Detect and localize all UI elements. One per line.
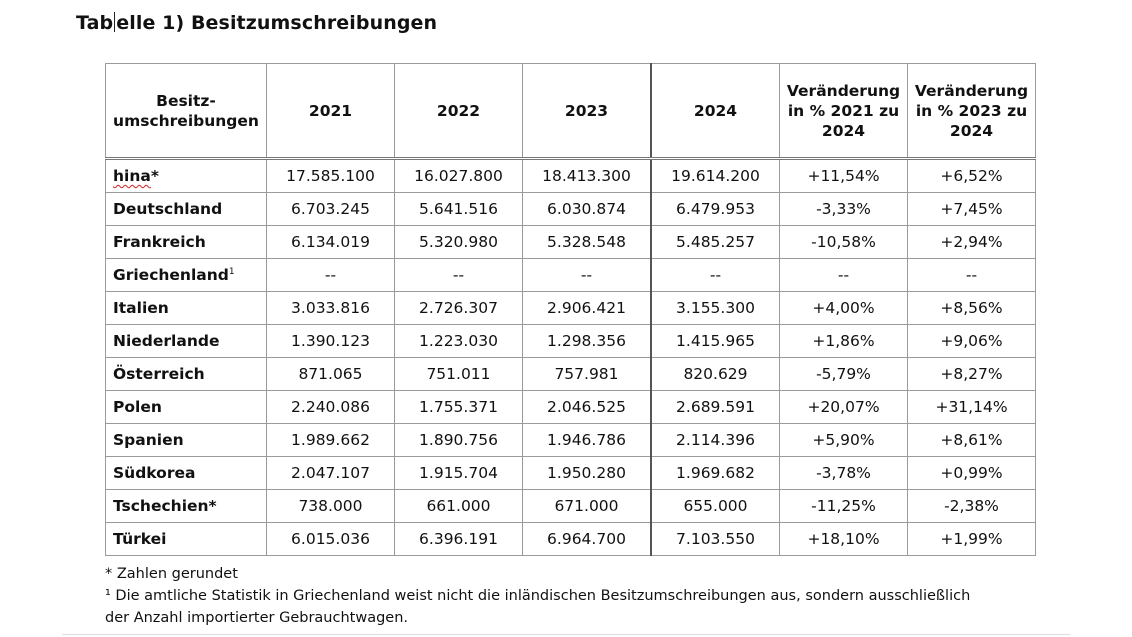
table-row bbox=[106, 523, 1036, 556]
title-part-2: elle 1) Besitzumschreibungen bbox=[116, 12, 438, 34]
country-name: Südkorea bbox=[113, 464, 196, 482]
table-row bbox=[106, 457, 1036, 490]
value-cell-c2: +8,56% bbox=[908, 292, 1036, 325]
value-cell-y2022: 1.755.371 bbox=[395, 391, 523, 424]
country-cell bbox=[106, 424, 267, 457]
value-cell-y2021: 2.047.107 bbox=[267, 457, 395, 490]
country-cell bbox=[106, 391, 267, 424]
value-cell-y2022: 1.890.756 bbox=[395, 424, 523, 457]
value-cell-y2023: 757.981 bbox=[523, 358, 652, 391]
value-cell-y2024: 19.614.200 bbox=[651, 159, 780, 193]
value-cell-y2023: 2.906.421 bbox=[523, 292, 652, 325]
value-cell-y2023: -- bbox=[523, 259, 652, 292]
country-name: Polen bbox=[113, 398, 162, 416]
country-cell bbox=[106, 358, 267, 391]
country-name: Frankreich bbox=[113, 233, 206, 251]
footnote-rounded: * Zahlen gerundet bbox=[105, 566, 238, 582]
value-cell-c1: -- bbox=[780, 259, 908, 292]
value-cell-y2021: 1.989.662 bbox=[267, 424, 395, 457]
value-cell-y2023: 1.950.280 bbox=[523, 457, 652, 490]
value-cell-y2024: 3.155.300 bbox=[651, 292, 780, 325]
country-name: Türkei bbox=[113, 530, 167, 548]
table-row bbox=[106, 490, 1036, 523]
value-cell-y2022: 6.396.191 bbox=[395, 523, 523, 556]
country-cell bbox=[106, 457, 267, 490]
value-cell-y2023: 18.413.300 bbox=[523, 159, 652, 193]
value-cell-y2021: 6.015.036 bbox=[267, 523, 395, 556]
table-row bbox=[106, 159, 1036, 193]
country-cell bbox=[106, 193, 267, 226]
value-cell-y2024: 655.000 bbox=[651, 490, 780, 523]
value-cell-c2: +8,61% bbox=[908, 424, 1036, 457]
table-title bbox=[76, 12, 437, 34]
table-row bbox=[106, 358, 1036, 391]
table-row bbox=[106, 292, 1036, 325]
header-change-2021-2024: Veränderung in % 2021 zu 2024 bbox=[780, 64, 908, 159]
value-cell-y2024: -- bbox=[651, 259, 780, 292]
value-cell-y2021: 6.134.019 bbox=[267, 226, 395, 259]
value-cell-c2: +6,52% bbox=[908, 159, 1036, 193]
value-cell-c2: +7,45% bbox=[908, 193, 1036, 226]
country-cell bbox=[106, 226, 267, 259]
country-name: Tschechien* bbox=[113, 497, 217, 515]
value-cell-c1: -5,79% bbox=[780, 358, 908, 391]
country-cell bbox=[106, 325, 267, 358]
country-name: hina* bbox=[113, 167, 159, 185]
country-name: Spanien bbox=[113, 431, 184, 449]
value-cell-c1: -10,58% bbox=[780, 226, 908, 259]
value-cell-y2022: 751.011 bbox=[395, 358, 523, 391]
country-name: Griechenland bbox=[113, 266, 229, 284]
table-row bbox=[106, 193, 1036, 226]
value-cell-y2022: 5.641.516 bbox=[395, 193, 523, 226]
value-cell-y2024: 5.485.257 bbox=[651, 226, 780, 259]
table-row bbox=[106, 226, 1036, 259]
value-cell-c1: +18,10% bbox=[780, 523, 908, 556]
table-row bbox=[106, 391, 1036, 424]
value-cell-y2022: 2.726.307 bbox=[395, 292, 523, 325]
country-cell bbox=[106, 159, 267, 193]
value-cell-y2022: 16.027.800 bbox=[395, 159, 523, 193]
value-cell-y2021: -- bbox=[267, 259, 395, 292]
value-cell-y2023: 1.946.786 bbox=[523, 424, 652, 457]
table-row bbox=[106, 424, 1036, 457]
value-cell-c1: +4,00% bbox=[780, 292, 908, 325]
header-change-2023-2024: Veränderung in % 2023 zu 2024 bbox=[908, 64, 1036, 159]
value-cell-y2021: 2.240.086 bbox=[267, 391, 395, 424]
value-cell-y2021: 871.065 bbox=[267, 358, 395, 391]
value-cell-c2: +8,27% bbox=[908, 358, 1036, 391]
table-row bbox=[106, 259, 1036, 292]
value-cell-y2021: 1.390.123 bbox=[267, 325, 395, 358]
title-part-1: Tab bbox=[76, 12, 114, 34]
header-2022: 2022 bbox=[395, 64, 523, 159]
value-cell-c1: +1,86% bbox=[780, 325, 908, 358]
header-country bbox=[106, 64, 267, 159]
bottom-divider bbox=[62, 634, 1070, 635]
value-cell-y2024: 2.114.396 bbox=[651, 424, 780, 457]
value-cell-y2022: 5.320.980 bbox=[395, 226, 523, 259]
value-cell-c2: +2,94% bbox=[908, 226, 1036, 259]
value-cell-y2023: 5.328.548 bbox=[523, 226, 652, 259]
country-name: Österreich bbox=[113, 365, 205, 383]
header-country-line1: Besitz- bbox=[156, 91, 216, 110]
header-2023: 2023 bbox=[523, 64, 652, 159]
header-2021: 2021 bbox=[267, 64, 395, 159]
value-cell-y2023: 2.046.525 bbox=[523, 391, 652, 424]
country-cell bbox=[106, 523, 267, 556]
value-cell-y2024: 820.629 bbox=[651, 358, 780, 391]
header-2024: 2024 bbox=[651, 64, 780, 159]
value-cell-y2024: 2.689.591 bbox=[651, 391, 780, 424]
value-cell-y2024: 1.969.682 bbox=[651, 457, 780, 490]
country-name: Niederlande bbox=[113, 332, 220, 350]
value-cell-c1: +20,07% bbox=[780, 391, 908, 424]
value-cell-y2021: 3.033.816 bbox=[267, 292, 395, 325]
value-cell-y2023: 6.030.874 bbox=[523, 193, 652, 226]
value-cell-y2021: 738.000 bbox=[267, 490, 395, 523]
header-row bbox=[106, 64, 1036, 159]
value-cell-y2021: 6.703.245 bbox=[267, 193, 395, 226]
value-cell-c2: +9,06% bbox=[908, 325, 1036, 358]
value-cell-y2022: 1.915.704 bbox=[395, 457, 523, 490]
value-cell-y2023: 1.298.356 bbox=[523, 325, 652, 358]
country-cell bbox=[106, 490, 267, 523]
table-row bbox=[106, 325, 1036, 358]
value-cell-y2023: 6.964.700 bbox=[523, 523, 652, 556]
value-cell-y2024: 6.479.953 bbox=[651, 193, 780, 226]
value-cell-c2: +1,99% bbox=[908, 523, 1036, 556]
value-cell-c1: -11,25% bbox=[780, 490, 908, 523]
value-cell-c2: +0,99% bbox=[908, 457, 1036, 490]
country-cell bbox=[106, 292, 267, 325]
value-cell-c1: -3,78% bbox=[780, 457, 908, 490]
footnote-greece-line1: ¹ Die amtliche Statistik in Griechenland weist nicht die inländischen Besitzumschreibungen aus, sondern ausschließlich bbox=[105, 588, 971, 604]
value-cell-c2: +31,14% bbox=[908, 391, 1036, 424]
value-cell-y2024: 1.415.965 bbox=[651, 325, 780, 358]
value-cell-y2022: 661.000 bbox=[395, 490, 523, 523]
value-cell-y2024: 7.103.550 bbox=[651, 523, 780, 556]
country-name: Italien bbox=[113, 299, 169, 317]
footnote-greece-line2: der Anzahl importierter Gebrauchtwagen. bbox=[105, 610, 409, 626]
value-cell-c2: -2,38% bbox=[908, 490, 1036, 523]
value-cell-y2023: 671.000 bbox=[523, 490, 652, 523]
value-cell-c1: +11,54% bbox=[780, 159, 908, 193]
header-country-line2: umschreibungen bbox=[113, 111, 259, 130]
value-cell-y2022: -- bbox=[395, 259, 523, 292]
footnotes bbox=[105, 563, 1025, 629]
registrations-table bbox=[105, 63, 1036, 556]
value-cell-y2022: 1.223.030 bbox=[395, 325, 523, 358]
country-cell bbox=[106, 259, 267, 292]
value-cell-c1: +5,90% bbox=[780, 424, 908, 457]
table-body bbox=[106, 159, 1036, 556]
value-cell-y2021: 17.585.100 bbox=[267, 159, 395, 193]
country-name: Deutschland bbox=[113, 200, 223, 218]
value-cell-c1: -3,33% bbox=[780, 193, 908, 226]
footnote-marker: 1 bbox=[228, 267, 235, 277]
value-cell-c2: -- bbox=[908, 259, 1036, 292]
